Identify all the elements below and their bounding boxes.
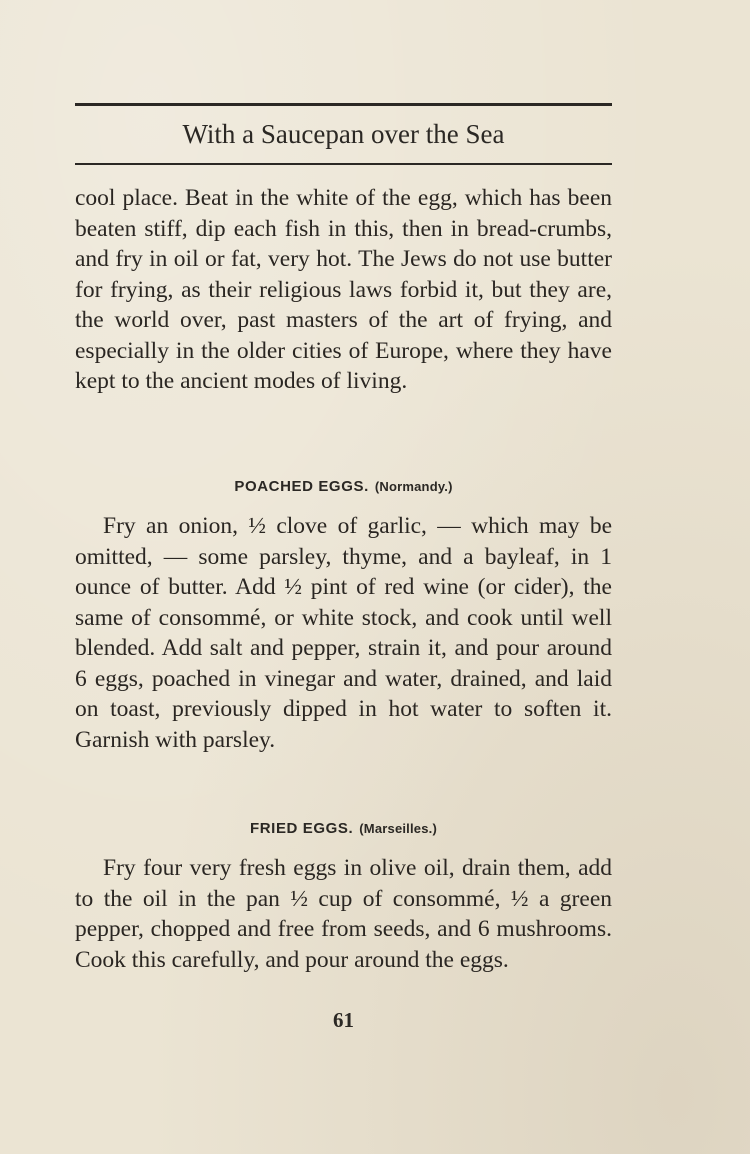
recipe-origin: (Normandy.) (374, 479, 453, 494)
header-rule-bottom (75, 163, 612, 165)
page-number: 61 (333, 1008, 354, 1032)
recipe-origin: (Marseilles.) (359, 821, 438, 836)
recipe-body-fried-eggs (75, 853, 612, 975)
recipe-title: POACHED EGGS. (234, 478, 369, 495)
continuation-text: cool place. Beat in the white of the egg, which has been beaten stiff, dip each fish in this, then in bread-crumbs, and fry in oil or fat, very hot. The Jews do not use butter for frying, as their religious laws forbid it, but they are, the world over, past masters of the art of frying, and especially in the older cities of Europe, where they have kept to the ancient modes of living. (75, 185, 612, 394)
recipe-body-poached-eggs (75, 511, 612, 755)
recipe-body-text: Fry four very fresh eggs in olive oil, drain them, add to the oil in the pan ½ cup of consommé, ½ a green pepper, chopped and free from seeds, and 6 mushrooms. Cook this carefully, and pour around the eggs. (75, 855, 612, 973)
header-rule-top (75, 103, 612, 106)
recipe-heading-fried-eggs (75, 820, 612, 837)
recipe-title: FRIED EGGS. (249, 820, 354, 837)
continuation-paragraph (75, 183, 612, 397)
recipe-body-text: Fry an onion, ½ clove of garlic, — which may be omitted, — some parsley, thyme, and a bayleaf, in 1 ounce of butter. Add ½ pint of red wine (or cider), the same of consommé, or white stock, and cook until well blended. Add salt and pepper, strain it, and pour around 6 eggs, poached in vinegar and water, drained, and laid on toast, previously dipped in hot water to soften it. Garnish with parsley. (75, 513, 612, 753)
running-head: With a Saucepan over the Sea (182, 119, 505, 149)
recipe-heading-poached-eggs (75, 478, 612, 495)
